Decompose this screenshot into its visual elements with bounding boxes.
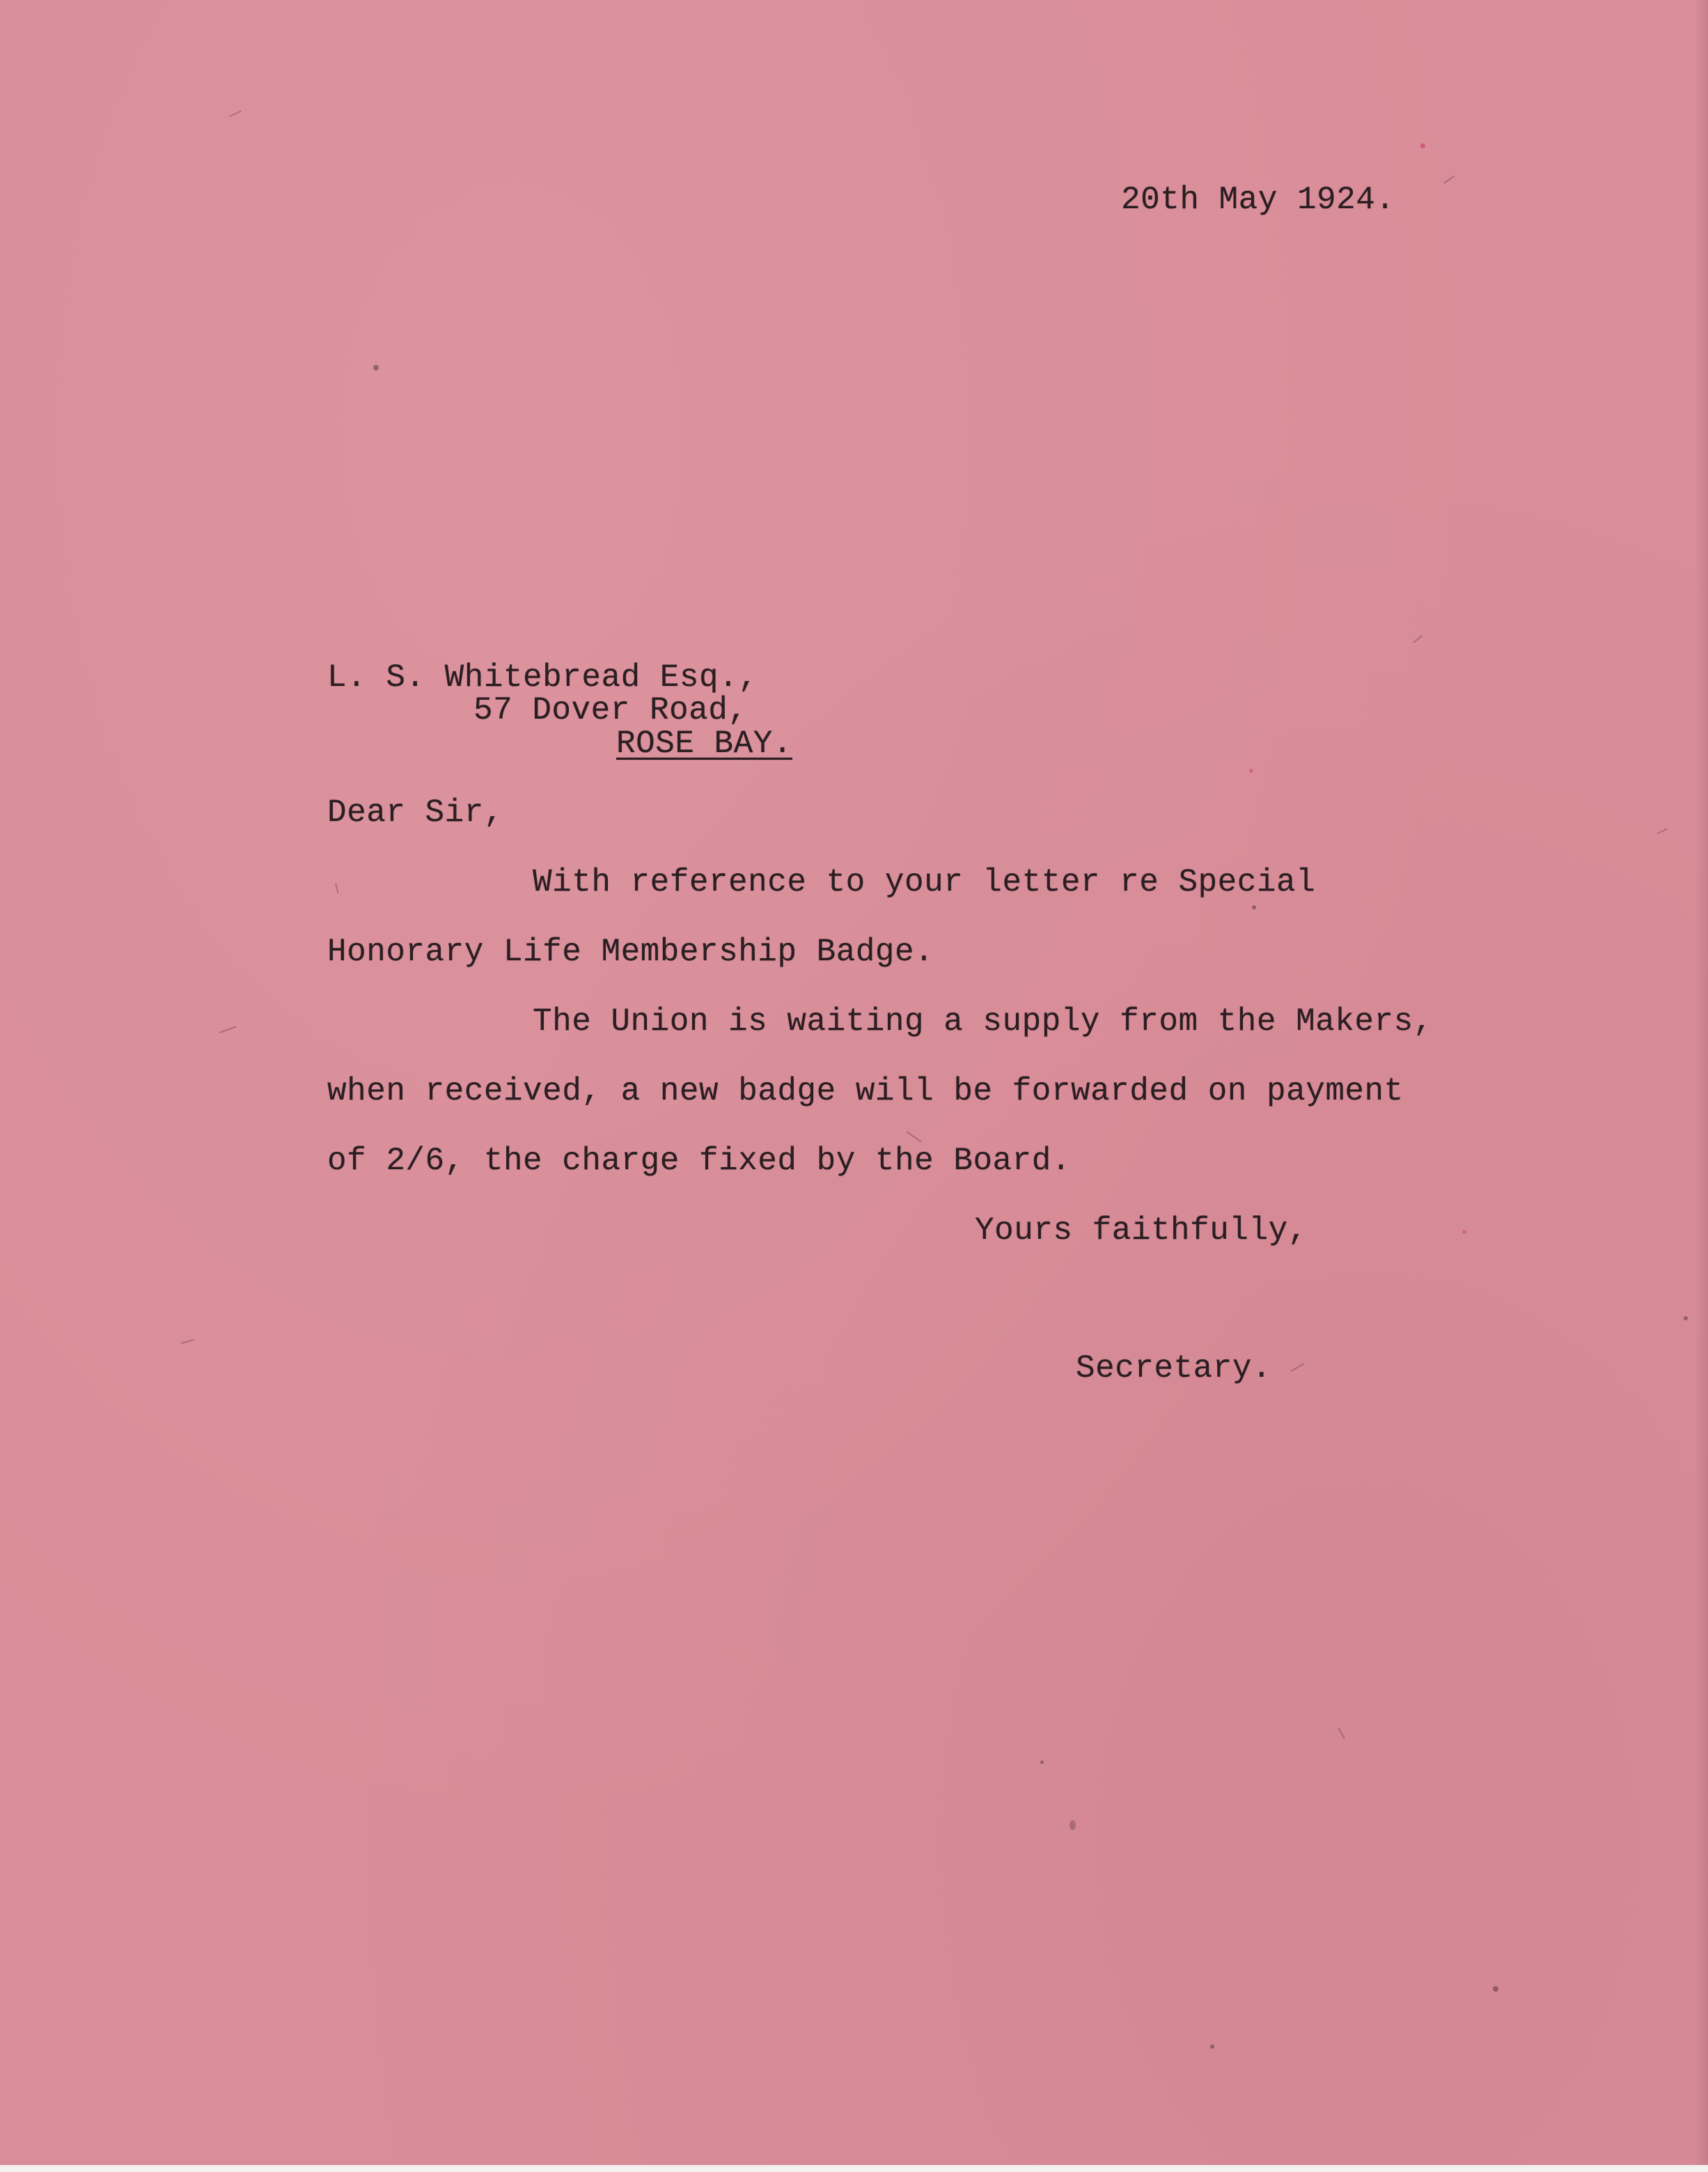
paper-fibre xyxy=(1413,635,1423,643)
paper-speck xyxy=(1493,1986,1498,1992)
recipient-name: L. S. Whitebread Esq., xyxy=(327,659,758,696)
body-line-1: With reference to your letter re Special xyxy=(533,864,1316,900)
recipient-locality: ROSE BAY. xyxy=(616,726,792,762)
paper-speck xyxy=(1249,769,1253,773)
recipient-street: 57 Dover Road, xyxy=(473,692,748,728)
paper-fibre xyxy=(1657,828,1668,834)
paper-fibre xyxy=(1291,1363,1305,1372)
paper-fibre xyxy=(906,1131,921,1143)
body-line-4: when received, a new badge will be forwarded on payment xyxy=(327,1073,1404,1109)
body-line-5: of 2/6, the charge fixed by the Board. xyxy=(327,1143,1071,1179)
paper-speck xyxy=(1040,1760,1044,1764)
paper-speck xyxy=(1684,1316,1688,1320)
paper-speck xyxy=(1252,905,1256,909)
paper-speck xyxy=(1420,143,1425,148)
closing: Yours faithfully, xyxy=(975,1212,1308,1249)
paper-fibre xyxy=(1443,175,1455,184)
letter-date: 20th May 1924. xyxy=(1121,182,1395,218)
paper-fibre xyxy=(335,884,339,893)
body-line-3: The Union is waiting a supply from the Makers, xyxy=(533,1003,1433,1040)
paper-fibre xyxy=(1338,1728,1345,1740)
scan-bottom-margin xyxy=(0,2165,1708,2172)
paper-speck xyxy=(1462,1230,1466,1234)
signature-title: Secretary. xyxy=(1076,1350,1272,1386)
body-line-2: Honorary Life Membership Badge. xyxy=(327,934,934,970)
paper-fibre xyxy=(219,1026,237,1033)
salutation: Dear Sir, xyxy=(327,795,503,831)
paper-fibre xyxy=(230,110,242,116)
paper-speck xyxy=(373,365,379,370)
paper-edge-shadow xyxy=(1695,0,1708,2172)
paper-speck xyxy=(1070,1820,1076,1830)
paper-speck xyxy=(1210,2045,1214,2049)
paper-fibre xyxy=(181,1339,195,1344)
